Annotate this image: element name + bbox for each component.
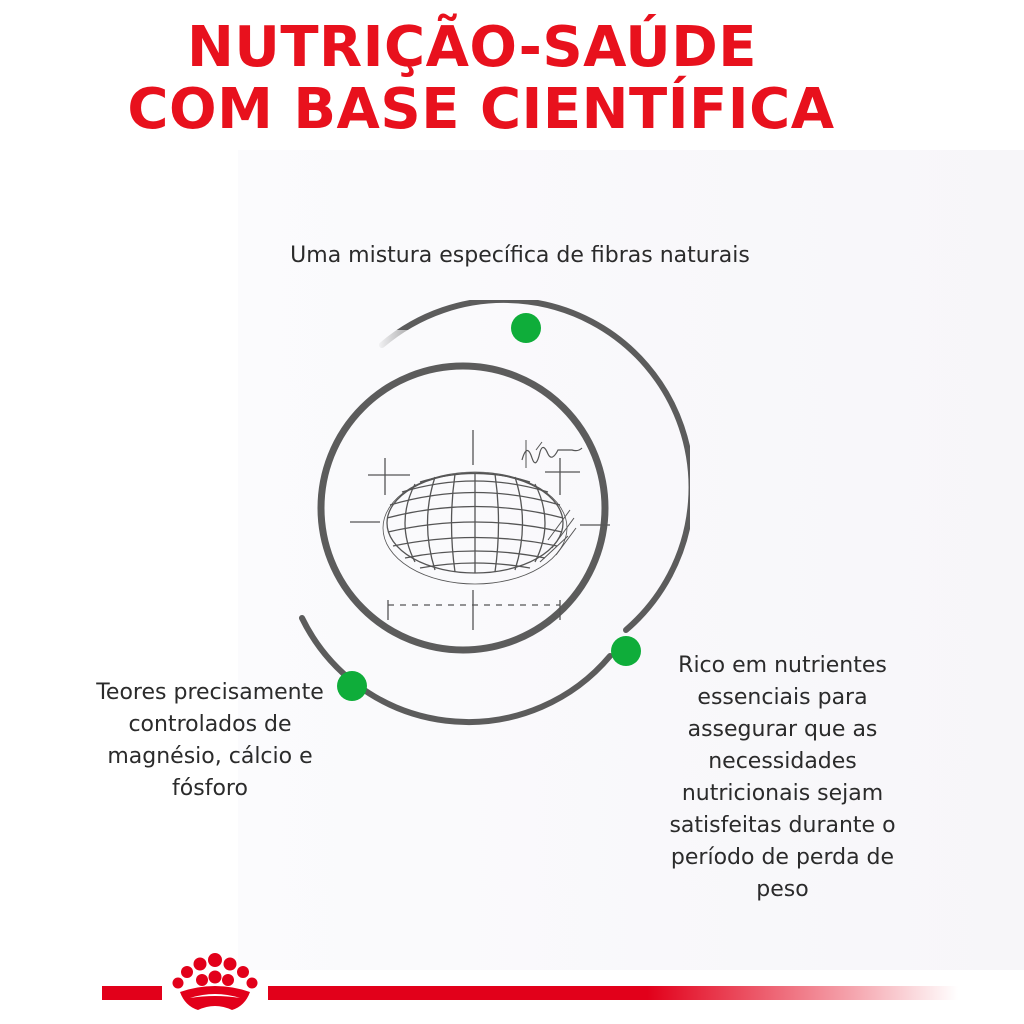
benefit-fibers-text: Uma mistura específica de fibras naturais	[290, 243, 750, 268]
green-dot-left	[337, 671, 367, 701]
benefit-diagram	[290, 300, 690, 740]
green-dot-right	[611, 636, 641, 666]
page-title-line-2: COM BASE CIENTÍFICA	[127, 77, 835, 142]
footer-bar-right	[268, 986, 958, 1000]
green-dot-top	[511, 313, 541, 343]
benefit-nutrients-text: Rico em nutrientes essenciais para assegurar que as necessidades nutricionais sejam satisfeitas durante o período de perda de peso	[669, 653, 896, 902]
inner-ring	[321, 366, 605, 650]
footer-bar-left	[102, 986, 162, 1000]
benefit-minerals-text: Teores precisamente controlados de magnésio, cálcio e fósforo	[96, 680, 324, 801]
royal-canin-crown-logo	[160, 950, 270, 1020]
page-title-line-1: NUTRIÇÃO-SAÚDE	[187, 15, 757, 80]
brand-footer	[0, 950, 1024, 1020]
outer-arc-bottom	[302, 618, 610, 722]
